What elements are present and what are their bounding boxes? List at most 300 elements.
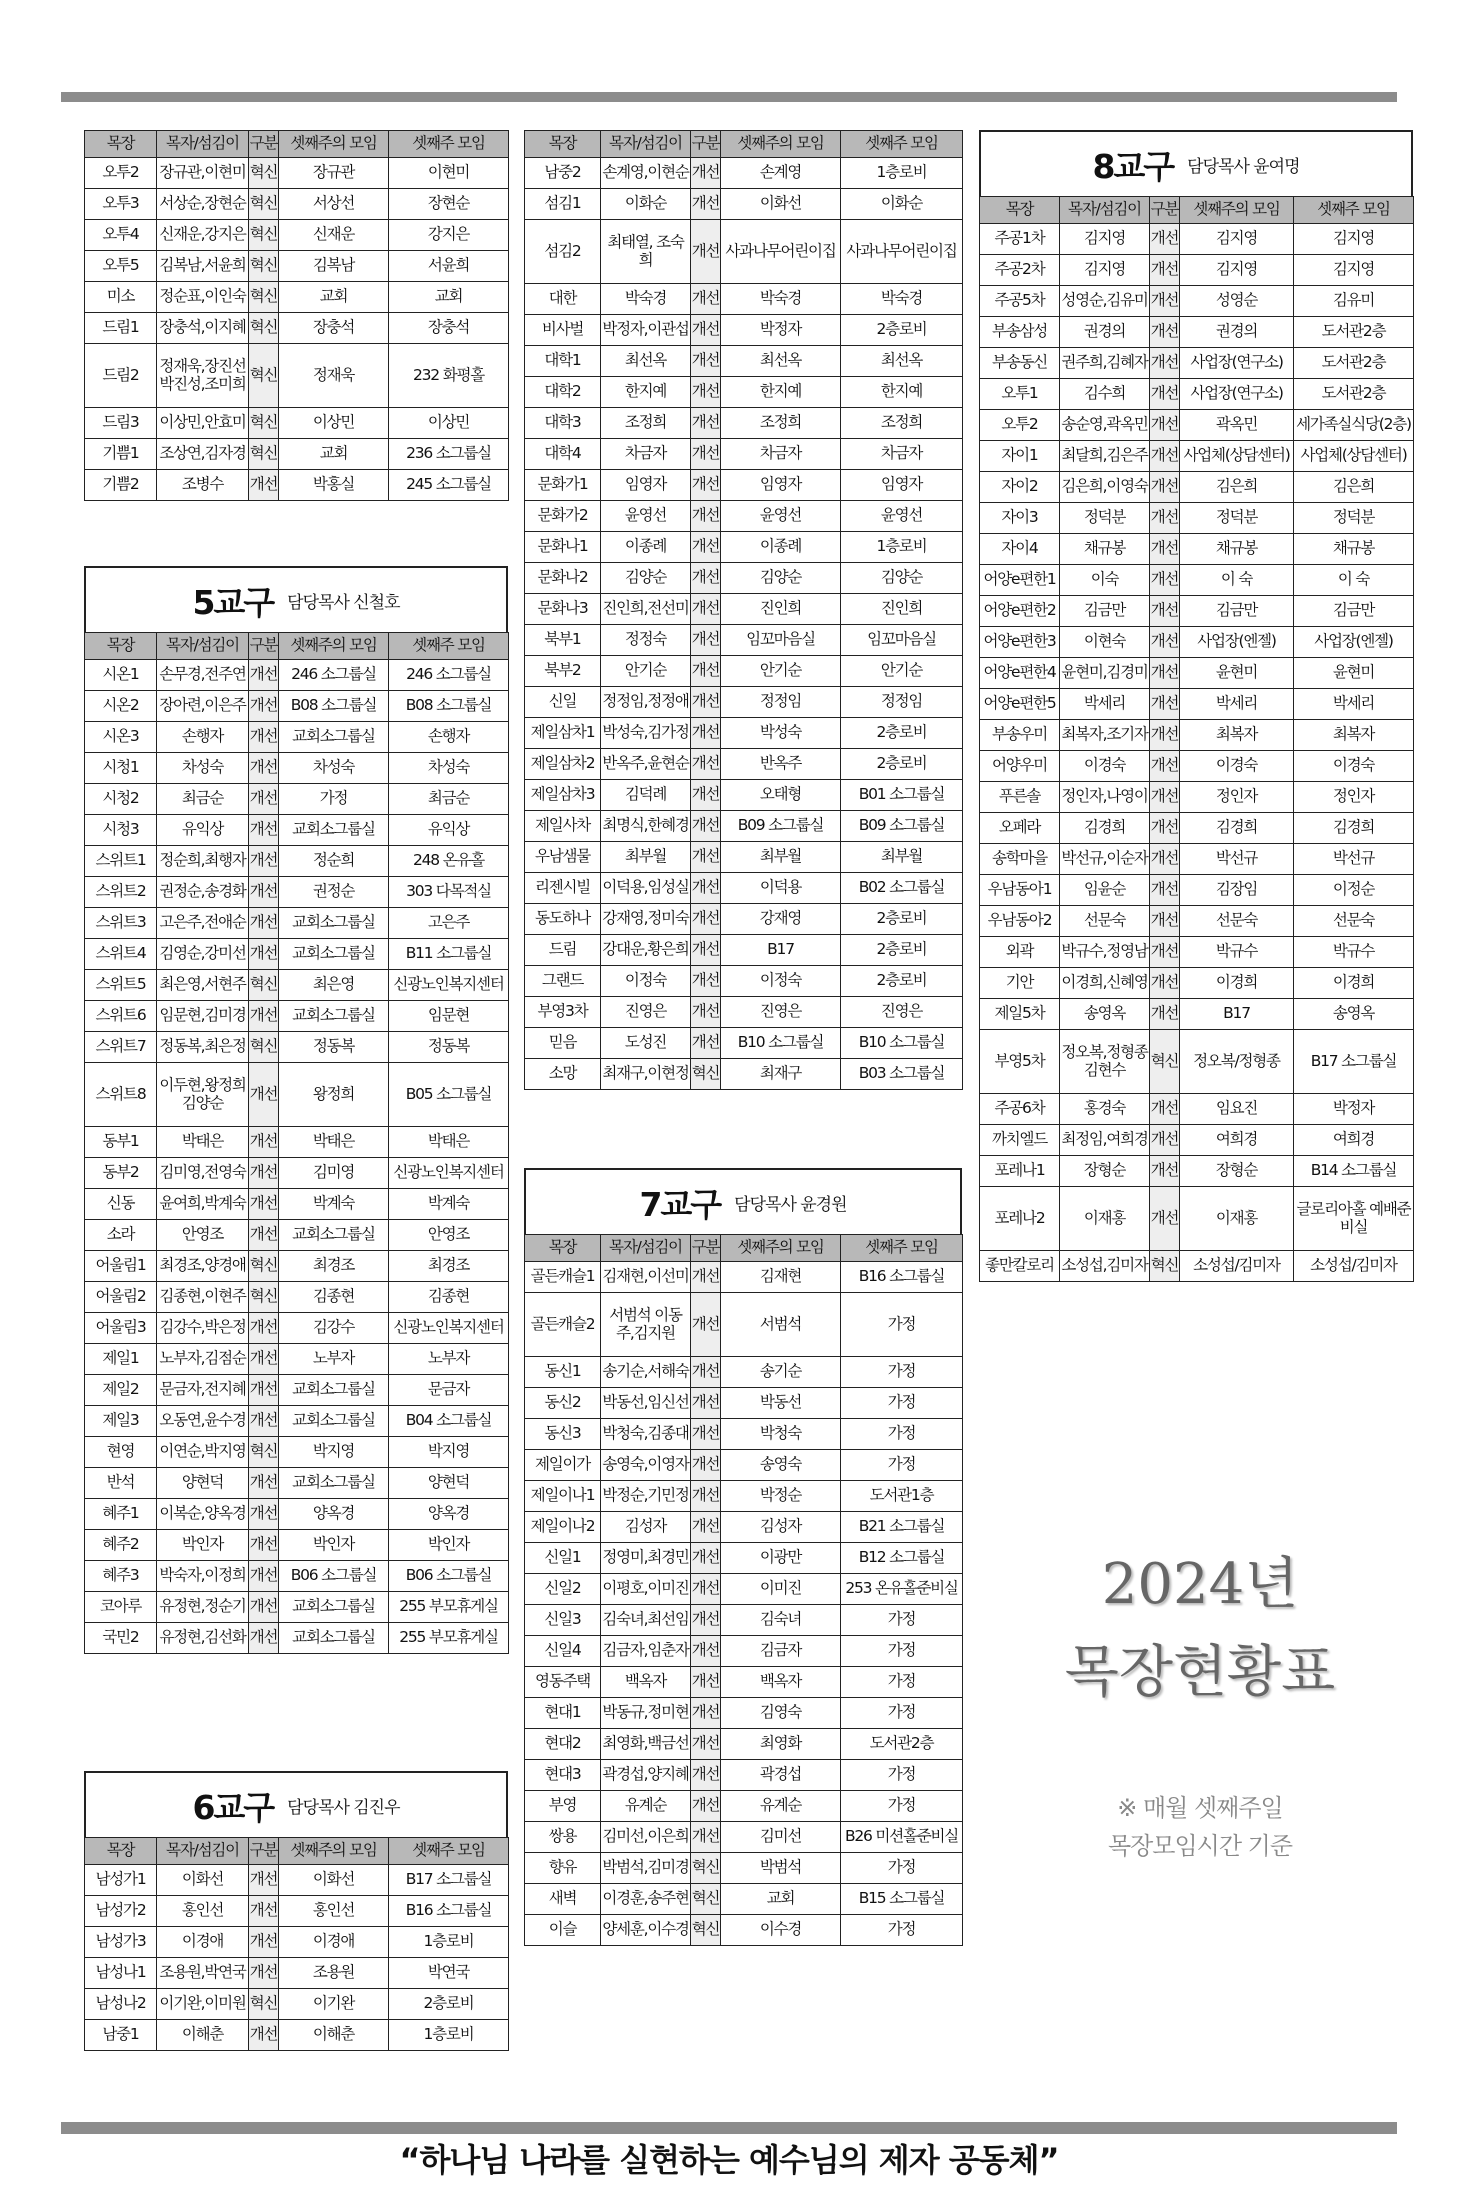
c-type: 개선	[691, 780, 721, 811]
c-leader: 송순영,곽옥민	[1060, 410, 1150, 441]
c-third-place: 손행자	[389, 722, 509, 753]
c-third-meeting: 이상민	[279, 408, 389, 439]
c-third-meeting: 박태은	[279, 1127, 389, 1158]
table-row	[980, 751, 1414, 782]
c-name: 오투2	[85, 158, 157, 189]
c-third-place: 1층로비	[841, 532, 963, 563]
c-leader: 박동규,정미현	[601, 1698, 691, 1729]
c-third-meeting: 송영숙	[721, 1450, 841, 1481]
c-type: 개선	[1150, 534, 1180, 565]
table-row	[85, 1375, 509, 1406]
c-third-place: B11 소그룹실	[389, 939, 509, 970]
c-type: 개선	[249, 1561, 279, 1592]
c-third-place: 임꼬마음실	[841, 625, 963, 656]
table-row	[525, 1853, 963, 1884]
c-third-place: 교회	[389, 282, 509, 313]
c-third-meeting: 이광만	[721, 1543, 841, 1574]
header-c-third-place: 셋째주 모임	[389, 633, 509, 660]
c-leader: 권주희,김혜자	[1060, 348, 1150, 379]
c-third-place: 가정	[841, 1293, 963, 1357]
c-third-meeting: 최복자	[1180, 720, 1294, 751]
c-third-place: 김경희	[1294, 813, 1414, 844]
table-row	[525, 1884, 963, 1915]
c-third-meeting: 여희경	[1180, 1125, 1294, 1156]
c-name: 남중2	[525, 158, 601, 189]
group-table	[524, 130, 963, 1090]
c-third-meeting: 최영화	[721, 1729, 841, 1760]
c-third-meeting: 정정임	[721, 687, 841, 718]
c-third-place: 2층로비	[841, 904, 963, 935]
table-row	[980, 844, 1414, 875]
table-row	[85, 1313, 509, 1344]
block-title	[524, 1168, 962, 1234]
c-type: 개선	[1150, 844, 1180, 875]
table-row	[85, 1468, 509, 1499]
header-c-type: 구분	[1150, 197, 1180, 224]
c-leader: 최정임,여희경	[1060, 1125, 1150, 1156]
c-third-place: 최금순	[389, 784, 509, 815]
c-third-meeting: 박숙경	[721, 284, 841, 315]
c-third-place: 도서관2층	[841, 1729, 963, 1760]
year-subtitle: 목장현황표	[1064, 1640, 1336, 1705]
c-type: 개선	[691, 563, 721, 594]
table-row	[980, 224, 1414, 255]
table-row	[525, 1822, 963, 1853]
c-name: 이슬	[525, 1915, 601, 1946]
table-row	[980, 286, 1414, 317]
c-type: 개선	[249, 1958, 279, 1989]
c-name: 부송삼성	[980, 317, 1060, 348]
table-row	[980, 1187, 1414, 1251]
header-c-type: 구분	[691, 1235, 721, 1262]
header-c-third-meeting: 셋째주의 모임	[279, 1838, 389, 1865]
c-type: 혁신	[691, 1884, 721, 1915]
c-name: 어양e편한5	[980, 689, 1060, 720]
c-leader: 박숙경	[601, 284, 691, 315]
c-third-meeting: 이미진	[721, 1574, 841, 1605]
c-name: 스위트7	[85, 1032, 157, 1063]
table-row	[85, 1220, 509, 1251]
c-type: 혁신	[249, 1032, 279, 1063]
c-third-place: 이경숙	[1294, 751, 1414, 782]
group-table	[84, 130, 509, 501]
c-third-meeting: 가정	[279, 784, 389, 815]
c-type: 개선	[691, 1450, 721, 1481]
table-row	[85, 158, 509, 189]
c-third-meeting: 오태형	[721, 780, 841, 811]
c-third-place: 박규수	[1294, 937, 1414, 968]
table-row	[980, 968, 1414, 999]
c-name: 동신1	[525, 1357, 601, 1388]
c-name: 동신2	[525, 1388, 601, 1419]
note-line-2: 목장모임시간 기준	[1107, 1832, 1293, 1860]
c-type: 개선	[691, 1636, 721, 1667]
c-third-place: 박세리	[1294, 689, 1414, 720]
c-third-place: 박숙경	[841, 284, 963, 315]
table-row	[85, 1158, 509, 1189]
c-name: 영동주택	[525, 1667, 601, 1698]
c-type: 개선	[249, 1313, 279, 1344]
c-leader: 정오복,정형종 김현수	[1060, 1030, 1150, 1094]
pastor-label: 담당목사 신철호	[287, 592, 400, 613]
c-third-place: 245 소그룹실	[389, 470, 509, 501]
c-name: 시온2	[85, 691, 157, 722]
c-third-place: 최부월	[841, 842, 963, 873]
c-leader: 조정희	[601, 408, 691, 439]
c-third-place: 도서관2층	[1294, 317, 1414, 348]
c-third-place: B04 소그룹실	[389, 1406, 509, 1437]
c-type: 개선	[691, 1293, 721, 1357]
c-third-meeting: 박정순	[721, 1481, 841, 1512]
c-third-place: 가정	[841, 1450, 963, 1481]
c-type: 개선	[691, 1388, 721, 1419]
c-leader: 이화순	[601, 189, 691, 220]
c-type: 개선	[1150, 1156, 1180, 1187]
c-third-place: B17 소그룹실	[1294, 1030, 1414, 1094]
c-type: 개선	[249, 722, 279, 753]
c-name: 동도하나	[525, 904, 601, 935]
table-row	[85, 660, 509, 691]
c-third-meeting: 이경숙	[1180, 751, 1294, 782]
table-row	[85, 939, 509, 970]
c-third-place: 2층로비	[841, 315, 963, 346]
c-type: 혁신	[249, 189, 279, 220]
header-c-leader: 목자/섬김이	[157, 633, 249, 660]
c-third-meeting: 교회소그룹실	[279, 1592, 389, 1623]
c-name: 시온3	[85, 722, 157, 753]
c-type: 개선	[1150, 565, 1180, 596]
c-third-meeting: 김영숙	[721, 1698, 841, 1729]
c-third-place: B21 소그룹실	[841, 1512, 963, 1543]
c-third-meeting: 이수경	[721, 1915, 841, 1946]
table-row	[980, 348, 1414, 379]
header-c-name: 목장	[85, 1838, 157, 1865]
c-name: 어울림1	[85, 1251, 157, 1282]
c-third-meeting: 사업장(연구소)	[1180, 379, 1294, 410]
c-third-place: 윤현미	[1294, 658, 1414, 689]
header-c-leader: 목자/섬김이	[601, 131, 691, 158]
c-third-place: 한지예	[841, 377, 963, 408]
c-name: 까치엘드	[980, 1125, 1060, 1156]
c-leader: 한지예	[601, 377, 691, 408]
c-name: 대학3	[525, 408, 601, 439]
c-third-place: 차성숙	[389, 753, 509, 784]
c-third-meeting: 교회소그룹실	[279, 1468, 389, 1499]
c-type: 개선	[1150, 317, 1180, 348]
c-leader: 박범석,김미경	[601, 1853, 691, 1884]
c-leader: 정인자,나영이	[1060, 782, 1150, 813]
table-row	[85, 753, 509, 784]
c-leader: 김종현,이현주	[157, 1282, 249, 1313]
c-name: 오투3	[85, 189, 157, 220]
c-name: 미소	[85, 282, 157, 313]
c-third-place: 이경희	[1294, 968, 1414, 999]
c-name: 향유	[525, 1853, 601, 1884]
table-row	[85, 1592, 509, 1623]
c-leader: 김재현,이선미	[601, 1262, 691, 1293]
c-third-meeting: 박청숙	[721, 1419, 841, 1450]
c-type: 개선	[249, 1344, 279, 1375]
c-third-meeting: 박선규	[1180, 844, 1294, 875]
c-third-meeting: 김지영	[1180, 255, 1294, 286]
c-name: 제일2	[85, 1375, 157, 1406]
c-type: 개선	[691, 997, 721, 1028]
c-leader: 김덕례	[601, 780, 691, 811]
c-third-place: 김유미	[1294, 286, 1414, 317]
c-type: 혁신	[249, 439, 279, 470]
c-third-meeting: B17	[1180, 999, 1294, 1030]
header-row	[85, 131, 509, 158]
pastor-label: 담당목사 김진우	[287, 1797, 400, 1818]
c-type: 개선	[1150, 1187, 1180, 1251]
c-leader: 최부월	[601, 842, 691, 873]
c-third-meeting: 정오복/정형종	[1180, 1030, 1294, 1094]
c-leader: 최복자,조기자	[1060, 720, 1150, 751]
c-leader: 김복남,서윤희	[157, 251, 249, 282]
c-third-place: 이현미	[389, 158, 509, 189]
c-type: 개선	[691, 220, 721, 284]
c-leader: 박규수,정영남	[1060, 937, 1150, 968]
c-leader: 이경애	[157, 1927, 249, 1958]
c-third-meeting: 차성숙	[279, 753, 389, 784]
c-third-meeting: 권경의	[1180, 317, 1294, 348]
c-leader: 신재운,강지은	[157, 220, 249, 251]
c-type: 개선	[249, 1468, 279, 1499]
table-row	[525, 284, 963, 315]
table-row	[85, 784, 509, 815]
table-row	[525, 1028, 963, 1059]
c-type: 개선	[691, 1481, 721, 1512]
c-name: 골든캐슬1	[525, 1262, 601, 1293]
header-c-type: 구분	[249, 1838, 279, 1865]
c-leader: 최금순	[157, 784, 249, 815]
c-third-meeting: 이덕용	[721, 873, 841, 904]
c-third-place: 김지영	[1294, 255, 1414, 286]
c-third-place: 248 온유홀	[389, 846, 509, 877]
c-type: 개선	[249, 1375, 279, 1406]
c-leader: 이경훈,송주현	[601, 1884, 691, 1915]
c-third-meeting: 권정순	[279, 877, 389, 908]
c-third-place: 1층로비	[389, 2020, 509, 2051]
c-name: 어양e편한2	[980, 596, 1060, 627]
table-row	[85, 1344, 509, 1375]
c-name: 대학2	[525, 377, 601, 408]
table-row	[85, 1032, 509, 1063]
header-c-leader: 목자/섬김이	[601, 1235, 691, 1262]
footer-motto: “하나님 나라를 실현하는 예수님의 제자 공동체”	[399, 2141, 1059, 2179]
c-third-meeting: 윤영선	[721, 501, 841, 532]
c-leader: 윤영선	[601, 501, 691, 532]
c-name: 현대1	[525, 1698, 601, 1729]
c-name: 포레나1	[980, 1156, 1060, 1187]
c-third-meeting: B09 소그룹실	[721, 811, 841, 842]
c-type: 개선	[691, 594, 721, 625]
table-row	[85, 1623, 509, 1654]
c-name: 스위트5	[85, 970, 157, 1001]
table-row	[85, 1896, 509, 1927]
c-third-meeting: 채규봉	[1180, 534, 1294, 565]
c-third-place: 양옥경	[389, 1499, 509, 1530]
c-third-place: 선문숙	[1294, 906, 1414, 937]
c-name: 스위트2	[85, 877, 157, 908]
header-c-third-place: 셋째주 모임	[389, 131, 509, 158]
c-leader: 이숙	[1060, 565, 1150, 596]
table-row	[525, 687, 963, 718]
c-third-meeting: 김은희	[1180, 472, 1294, 503]
table-row	[980, 875, 1414, 906]
c-type: 개선	[1150, 596, 1180, 627]
c-leader: 손무경,전주연	[157, 660, 249, 691]
block-7gyogu	[524, 1168, 962, 1946]
c-type: 개선	[691, 656, 721, 687]
c-leader: 선문숙	[1060, 906, 1150, 937]
header-row	[525, 131, 963, 158]
c-type: 개선	[691, 408, 721, 439]
c-name: 부송우미	[980, 720, 1060, 751]
c-third-place: 신광노인복지센터	[389, 970, 509, 1001]
c-type: 개선	[691, 470, 721, 501]
table-row	[980, 317, 1414, 348]
c-third-place: 가정	[841, 1605, 963, 1636]
block-8gyogu	[979, 130, 1413, 1282]
header-c-leader: 목자/섬김이	[1060, 197, 1150, 224]
table-row	[525, 158, 963, 189]
table-row	[85, 1406, 509, 1437]
c-third-meeting: 교회소그룹실	[279, 1001, 389, 1032]
header-row	[85, 633, 509, 660]
c-type: 개선	[249, 1592, 279, 1623]
c-third-meeting: 교회소그룹실	[279, 1406, 389, 1437]
c-third-meeting: 교회	[279, 282, 389, 313]
c-leader: 정정숙	[601, 625, 691, 656]
table-row	[980, 906, 1414, 937]
table-row	[85, 1561, 509, 1592]
c-name: 드림3	[85, 408, 157, 439]
c-name: 섬김2	[525, 220, 601, 284]
c-name: 어양e편한4	[980, 658, 1060, 689]
c-type: 개선	[249, 1623, 279, 1654]
table-row	[980, 1251, 1414, 1282]
year-title: 2024년	[1101, 1552, 1299, 1617]
c-leader: 이재홍	[1060, 1187, 1150, 1251]
c-type: 개선	[1150, 348, 1180, 379]
c-leader: 김강수,박은정	[157, 1313, 249, 1344]
c-type: 개선	[1150, 379, 1180, 410]
c-leader: 조병수	[157, 470, 249, 501]
c-third-meeting: 김재현	[721, 1262, 841, 1293]
c-type: 개선	[691, 1574, 721, 1605]
c-third-place: 사업체(상담센터)	[1294, 441, 1414, 472]
c-third-meeting: 윤현미	[1180, 658, 1294, 689]
c-leader: 김지영	[1060, 255, 1150, 286]
c-third-meeting: 이화선	[721, 189, 841, 220]
header-c-name: 목장	[525, 131, 601, 158]
c-third-meeting: 이화선	[279, 1865, 389, 1896]
c-name: 스위트4	[85, 939, 157, 970]
c-name: 우남동아2	[980, 906, 1060, 937]
c-third-place: 김양순	[841, 563, 963, 594]
c-leader: 이상민,안효미	[157, 408, 249, 439]
c-name: 신일1	[525, 1543, 601, 1574]
c-type: 개선	[691, 811, 721, 842]
c-name: 푸른솔	[980, 782, 1060, 813]
c-third-meeting: 정순희	[279, 846, 389, 877]
c-name: 제일삼차3	[525, 780, 601, 811]
c-type: 개선	[1150, 658, 1180, 689]
table-row	[525, 1574, 963, 1605]
c-type: 혁신	[249, 1437, 279, 1468]
table-row	[525, 1293, 963, 1357]
c-third-meeting: 조정희	[721, 408, 841, 439]
c-type: 개선	[1150, 1125, 1180, 1156]
c-name: 신일	[525, 687, 601, 718]
c-third-place: 소성섭/김미자	[1294, 1251, 1414, 1282]
c-name: 쌍용	[525, 1822, 601, 1853]
c-type: 개선	[1150, 1094, 1180, 1125]
gyogu-title: 6교구	[192, 1787, 274, 1827]
header-row	[525, 1235, 963, 1262]
c-type: 혁신	[249, 1989, 279, 2020]
table-row	[525, 1357, 963, 1388]
c-leader: 정영미,최경민	[601, 1543, 691, 1574]
header-c-leader: 목자/섬김이	[157, 1838, 249, 1865]
table-row	[525, 749, 963, 780]
c-type: 개선	[1150, 689, 1180, 720]
c-name: 문화가2	[525, 501, 601, 532]
c-third-meeting: 최부월	[721, 842, 841, 873]
c-leader: 홍경숙	[1060, 1094, 1150, 1125]
c-leader: 박동선,임신선	[601, 1388, 691, 1419]
c-third-meeting: 양옥경	[279, 1499, 389, 1530]
table-row	[525, 811, 963, 842]
c-name: 골든캐슬2	[525, 1293, 601, 1357]
note-line-1: ※ 매월 셋째주일	[1117, 1794, 1283, 1822]
c-type: 개선	[691, 718, 721, 749]
c-third-meeting: 김금자	[721, 1636, 841, 1667]
c-name: 대학1	[525, 346, 601, 377]
c-type: 개선	[691, 687, 721, 718]
c-type: 개선	[249, 2020, 279, 2051]
c-leader: 유계순	[601, 1791, 691, 1822]
table-row	[85, 344, 509, 408]
table-row	[525, 1262, 963, 1293]
c-third-meeting: 임요진	[1180, 1094, 1294, 1125]
c-third-place: 최경조	[389, 1251, 509, 1282]
c-third-place: 장현순	[389, 189, 509, 220]
block-6gyogu	[84, 1771, 508, 2051]
c-type: 개선	[691, 1729, 721, 1760]
c-third-place: 김금만	[1294, 596, 1414, 627]
c-name: 제일5차	[980, 999, 1060, 1030]
c-name: 스위트6	[85, 1001, 157, 1032]
c-third-meeting: 박정자	[721, 315, 841, 346]
c-type: 개선	[249, 1001, 279, 1032]
c-name: 기쁨1	[85, 439, 157, 470]
c-leader: 문금자,전지혜	[157, 1375, 249, 1406]
c-name: 어양e편한3	[980, 627, 1060, 658]
c-leader: 박선규,이순자	[1060, 844, 1150, 875]
c-third-meeting: 교회소그룹실	[279, 1375, 389, 1406]
c-third-place: 303 다목적실	[389, 877, 509, 908]
header-c-type: 구분	[249, 131, 279, 158]
c-leader: 김금자,임춘자	[601, 1636, 691, 1667]
c-third-meeting: 조용원	[279, 1958, 389, 1989]
c-third-meeting: 김종현	[279, 1282, 389, 1313]
c-type: 혁신	[249, 970, 279, 1001]
c-leader: 양세훈,이수경	[601, 1915, 691, 1946]
table-row	[525, 904, 963, 935]
table-row	[85, 1865, 509, 1896]
